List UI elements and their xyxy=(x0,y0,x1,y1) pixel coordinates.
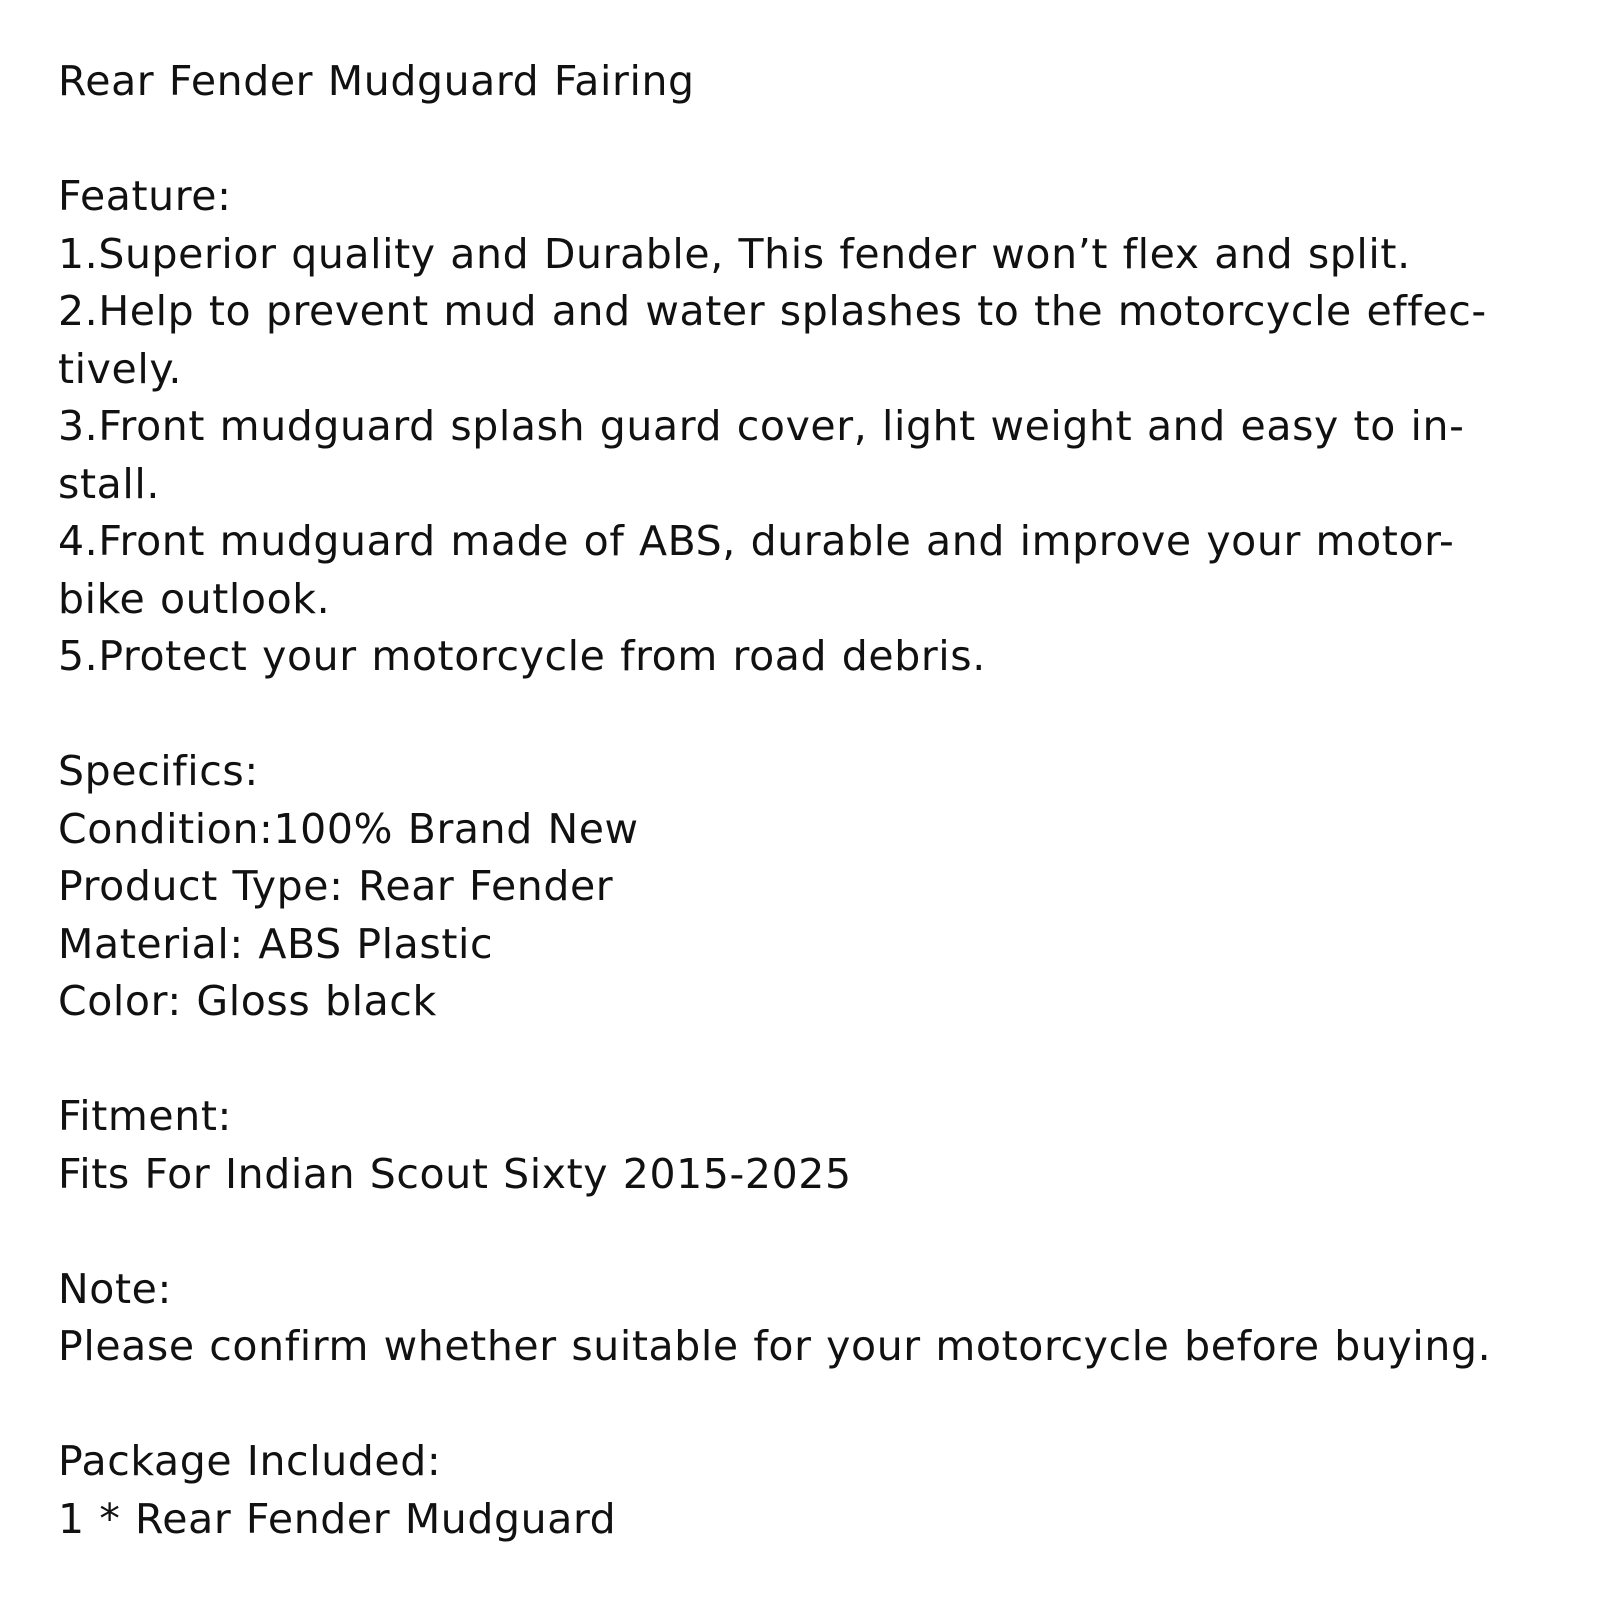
specifics-line: Material: ABS Plastic xyxy=(58,919,494,968)
specifics-line: Condition:100% Brand New xyxy=(58,804,639,853)
specifics-section xyxy=(58,743,1558,1031)
spacer xyxy=(58,1203,1558,1261)
package-line: 1 * Rear Fender Mudguard xyxy=(58,1494,617,1543)
feature-line: 2.Help to prevent mud and water splashes to the motorcycle effec- xyxy=(58,287,1487,335)
feature-line: 1.Superior quality and Durable, This fender won’t flex and split. xyxy=(58,229,1411,278)
feature-line: stall. xyxy=(58,459,160,508)
specifics-line: Product Type: Rear Fender xyxy=(58,862,614,910)
fitment-line: Fits For Indian Scout Sixty 2015-2025 xyxy=(58,1149,852,1198)
feature-section xyxy=(58,168,1558,686)
specifics-heading: Specifics: xyxy=(58,747,259,795)
package-section xyxy=(58,1433,1558,1548)
product-description xyxy=(58,53,1558,1548)
feature-heading: Feature: xyxy=(58,172,232,220)
spacer xyxy=(58,1031,1558,1089)
feature-line: bike outlook. xyxy=(58,574,331,623)
fitment-heading: Fitment: xyxy=(58,1092,232,1140)
feature-line: tively. xyxy=(58,344,182,393)
feature-line: 5.Protect your motorcycle from road debris. xyxy=(58,632,986,680)
feature-line: 3.Front mudguard splash guard cover, light weight and easy to in- xyxy=(58,402,1465,450)
page-title: Rear Fender Mudguard Fairing xyxy=(58,57,695,105)
specifics-line: Color: Gloss black xyxy=(58,977,437,1025)
spacer xyxy=(58,686,1558,744)
spacer xyxy=(58,1376,1558,1434)
feature-line: 4.Front mudguard made of ABS, durable and improve your motor- xyxy=(58,517,1455,565)
note-section xyxy=(58,1261,1558,1376)
note-line: Please confirm whether suitable for your motorcycle before buying. xyxy=(58,1322,1492,1370)
spacer xyxy=(58,111,1558,169)
note-heading: Note: xyxy=(58,1264,172,1313)
package-heading: Package Included: xyxy=(58,1437,442,1485)
fitment-section xyxy=(58,1088,1558,1203)
